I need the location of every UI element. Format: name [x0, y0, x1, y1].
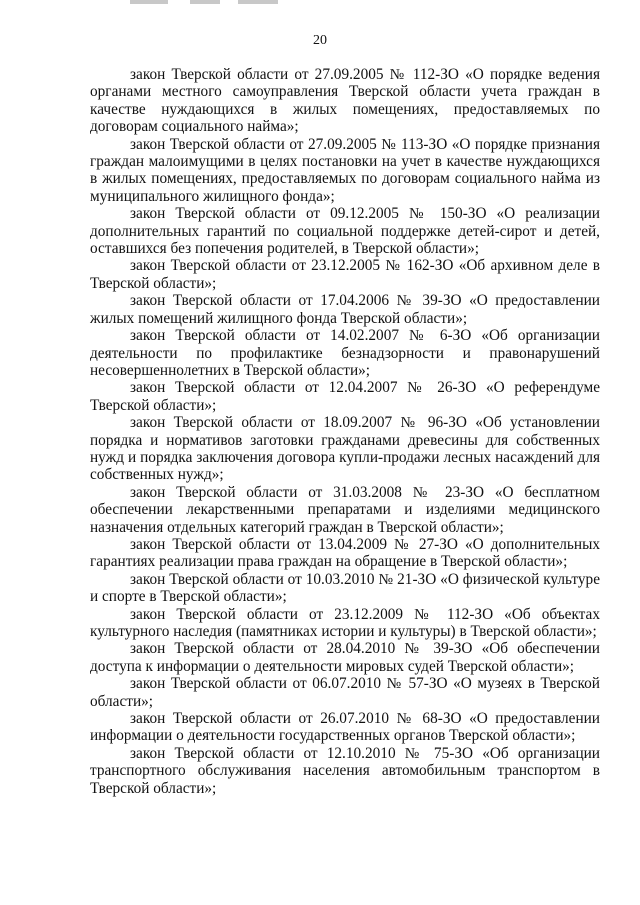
law-list-item: закон Тверской области от 28.04.2010 № 39-ЗО «Об обеспечении доступа к информации о деятельности мировых судей Тверской области»;: [90, 640, 600, 675]
law-list-item: закон Тверской области от 18.09.2007 № 96-ЗО «Об установлении порядка и нормативов заготовки гражданами древесины для собственных нужд и порядка заключения договора купли-продажи лесных насаждений для собственных нужд»;: [90, 414, 600, 484]
page-number: 20: [313, 33, 327, 48]
law-list-item: закон Тверской области от 12.04.2007 № 26-ЗО «О референдуме Тверской области»;: [90, 379, 600, 414]
law-list-item: закон Тверской области от 13.04.2009 № 27-ЗО «О дополнительных гарантиях реализации права граждан на обращение в Тверской области»;: [90, 535, 600, 571]
law-list-item: закон Тверской области от 09.12.2005 № 150-ЗО «О реализации дополнительных гарантий по социальной поддержке детей-сирот и детей, оставшихся без попечения родителей, в Тверской области»;: [90, 205, 600, 258]
law-list-item: закон Тверской области от 10.03.2010 № 21-ЗО «О физической культуре и спорте в Тверской области»;: [90, 570, 600, 606]
law-list-item: закон Тверской области от 31.03.2008 № 23-ЗО «О бесплатном обеспечении лекарственными препаратами и изделиями медицинского назначения отдельных категорий граждан в Тверской области»;: [90, 483, 600, 536]
law-list-item: закон Тверской области от 27.09.2005 № 113-ЗО «О порядке признания граждан малоимущими в целях постановки на учет в качестве нуждающихся в жилых помещениях, предоставляемых по договорам социального найма из муниципального жилищного фонда»;: [90, 135, 600, 205]
document-body: [90, 66, 600, 797]
law-list-item: закон Тверской области от 12.10.2010 № 75-ЗО «Об организации транспортного обслуживания населения автомобильным транспортом в Тверской области»;: [90, 744, 600, 797]
law-list-item: закон Тверской области от 14.02.2007 № 6-ЗО «Об организации деятельности по профилактике безнадзорности и правонарушений несовершеннолетних в Тверской области»;: [90, 327, 600, 379]
law-list-item: закон Тверской области от 23.12.2009 № 112-ЗО «Об объектах культурного наследия (памятниках истории и культуры) в Тверской области»;: [90, 605, 600, 640]
law-list-item: закон Тверской области от 27.09.2005 № 112-ЗО «О порядке ведения органами местного самоуправления Тверской области учета граждан в качестве нуждающихся в жилых помещениях, предоставляемых по договорам социального найма»;: [90, 66, 600, 136]
law-list-item: закон Тверской области от 26.07.2010 № 68-ЗО «О предоставлении информации о деятельности государственных органов Тверской области»;: [90, 710, 600, 745]
law-list-item: закон Тверской области от 17.04.2006 № 39-ЗО «О предоставлении жилых помещений жилищного фонда Тверской области»;: [90, 292, 600, 327]
scan-edge-marks: [130, 0, 290, 6]
law-list-item: закон Тверской области от 23.12.2005 № 162-ЗО «Об архивном деле в Тверской области»;: [90, 257, 600, 292]
law-list-item: закон Тверской области от 06.07.2010 № 57-ЗО «О музеях в Тверской области»;: [90, 675, 600, 710]
